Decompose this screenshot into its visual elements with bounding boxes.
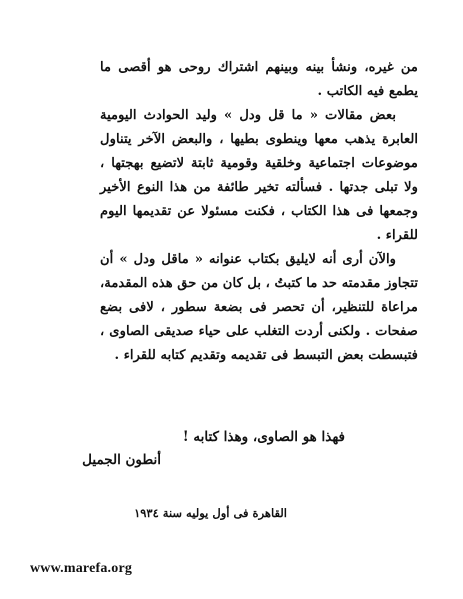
paragraph-introduction: والآن أرى أنه لايليق بكتاب عنوانه « ماقل ودل » أن تتجاوز مقدمته حد ما كتبتُ ، بل كان من حق هذه المقدمة، مراعاة للتنظير، أن تحصر فى بضعة سطور ، لافى بضع صفحات . ولكنى أردت التغلب على حياء صديقى الصاوى ، فتبسطت بعض التبسط فى تقديمه وتقديم كتابه للقراء . xyxy=(100,252,418,363)
closing-line: فهذا هو الصاوى، وهذا كتابه ! xyxy=(182,429,345,445)
author-signature: أنطون الجميل xyxy=(82,452,161,468)
place-date-line: القاهرة فى أول يوليه سنة ١٩٣٤ xyxy=(134,506,287,520)
paragraph-articles: بعض مقالات « ما قل ودل » وليد الحوادث اليومية العابرة يذهب معها وينطوى بطيها ، والبعض الآخر يتناول موضوعات اجتماعية وخلقية وقومية ثابتة لاتضيع بهجتها ، ولا تبلى جدتها . فسألته تخير طائفة من هذا النوع الأخير وجمعها فى هذا الكتاب ، فكنت مسئولا عن تقديمها اليوم للقراء . xyxy=(100,108,418,243)
website-watermark: www.marefa.org xyxy=(30,561,133,576)
paragraph-continuation: من غيره، ونشأ بينه وبينهم اشتراك روحى هو أقصى ما يطمع فيه الكاتب . xyxy=(100,60,418,99)
body-text xyxy=(100,56,418,368)
